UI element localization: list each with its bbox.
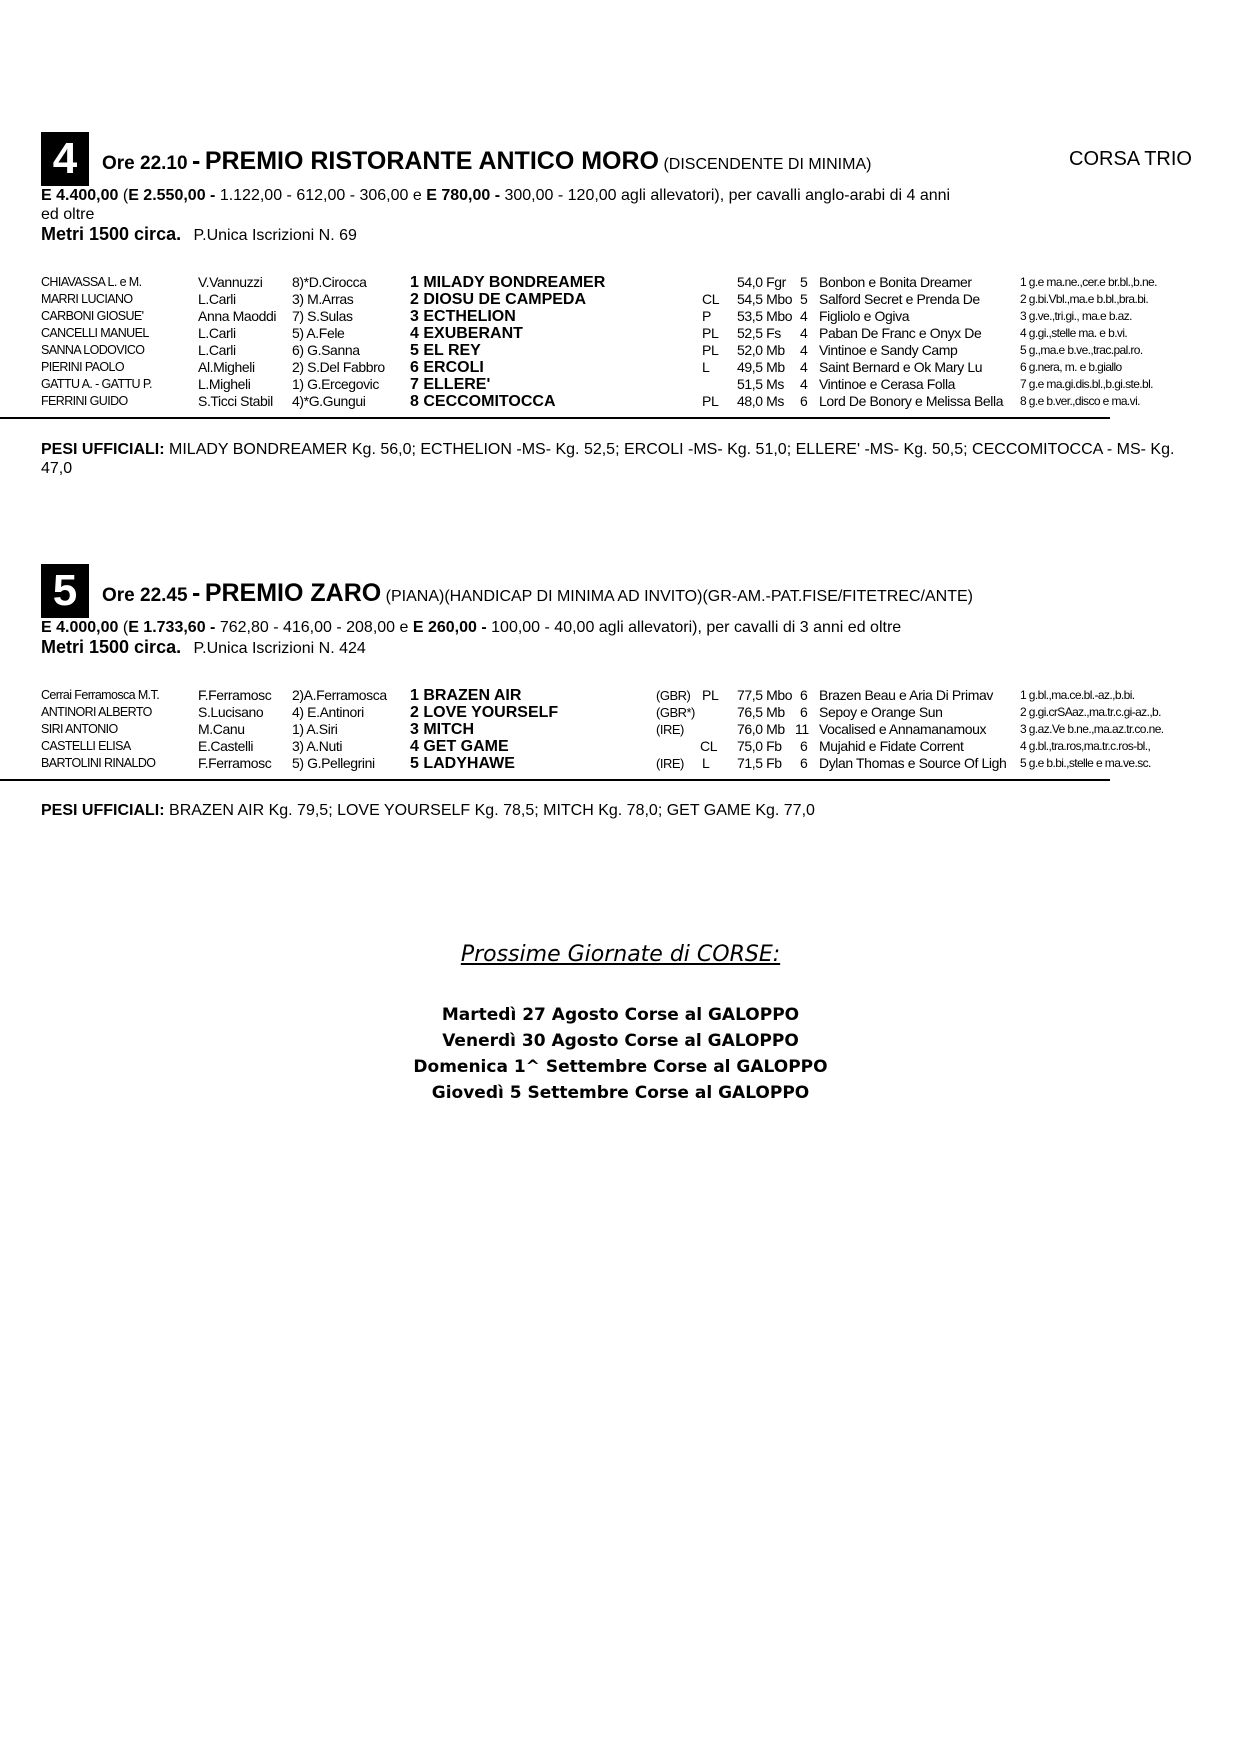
silks: 5 g.,ma.e b.ve.,trac.pal.ro. <box>1020 343 1143 357</box>
horse-name: 3 MITCH <box>410 721 474 738</box>
jockey: 4) E.Antinori <box>292 704 364 720</box>
obbligo: PL <box>702 687 719 703</box>
horse-name: 3 ECTHELION <box>410 308 516 325</box>
origin: (IRE) <box>656 756 684 771</box>
pedigree: Saint Bernard e Ok Mary Lu <box>819 359 983 375</box>
obbligo: PL <box>702 393 719 409</box>
age: 4 <box>800 308 808 324</box>
owner: BARTOLINI RINALDO <box>41 756 156 770</box>
pedigree: Brazen Beau e Aria Di Primav <box>819 687 993 703</box>
official-weights <box>41 801 1201 820</box>
prize-owners: E 2.550,00 - <box>128 187 216 204</box>
distance: Metri 1500 circa. <box>41 637 182 657</box>
weight: 52,5 Fs <box>737 325 781 341</box>
race-title: PREMIO RISTORANTE ANTICO MORO <box>204 147 659 175</box>
list-item: Martedì 27 Agosto Corse al GALOPPO <box>441 1005 800 1025</box>
age: 4 <box>800 359 808 375</box>
pedigree: Vintinoe e Sandy Camp <box>819 342 958 358</box>
prize-split: 762,80 - 416,00 - 208,00 e <box>219 619 409 636</box>
silks: 8 g.e b.ver.,disco e ma.vi. <box>1020 394 1140 408</box>
origin: (IRE) <box>656 722 684 737</box>
race-number-badge: 4 <box>41 132 89 186</box>
owner: CHIAVASSA L. e M. <box>41 275 142 289</box>
prize-paren: ( <box>122 619 129 636</box>
jockey: 1) G.Ercegovic <box>292 376 379 392</box>
pedigree: Dylan Thomas e Source Of Ligh <box>819 755 1007 771</box>
weight: 71,5 Fb <box>737 755 782 771</box>
official-weights-text: BRAZEN AIR Kg. 79,5; LOVE YOURSELF Kg. 78,5; MITCH Kg. 78,0; GET GAME Kg. 77,0 <box>169 802 815 819</box>
prize-line <box>41 186 950 205</box>
silks: 4 g.gi.,stelle ma. e b.vi. <box>1020 326 1128 340</box>
official-weights-label: PESI UFFICIALI: <box>41 802 165 819</box>
age: 5 <box>800 291 808 307</box>
obbligo: L <box>702 359 710 375</box>
jockey: 5) A.Fele <box>292 325 345 341</box>
pedigree: Paban De Franc e Onyx De <box>819 325 982 341</box>
silks: 4 g.bl.,tra.ros,ma.tr.c.ros-bl., <box>1020 739 1151 753</box>
age: 4 <box>800 376 808 392</box>
race-subtitle: (DISCENDENTE DI MINIMA) <box>663 156 872 173</box>
obbligo: PL <box>702 342 719 358</box>
prize-owners: E 1.733,60 - <box>128 619 216 636</box>
pedigree: Lord De Bonory e Melissa Bella <box>819 393 1004 409</box>
prize-breeders: E 260,00 - <box>412 619 487 636</box>
race-header <box>102 579 973 608</box>
weight: 54,5 Mbo <box>737 291 793 307</box>
official-weights-label: PESI UFFICIALI: <box>41 441 165 458</box>
jockey: 3) A.Nuti <box>292 738 343 754</box>
owner: Cerrai Ferramosca M.T. <box>41 688 160 702</box>
owner: SANNA LODOVICO <box>41 343 145 357</box>
weight: 48,0 Ms <box>737 393 784 409</box>
pedigree: Salford Secret e Prenda De <box>819 291 980 307</box>
prize-breeders-split: 100,00 - 40,00 agli allevatori), per cavalli di 3 anni ed oltre <box>491 619 902 636</box>
silks: 1 g.bl.,ma.ce.bl.-az.,b.bi. <box>1020 688 1135 702</box>
section-divider <box>0 417 1110 419</box>
pedigree: Bonbon e Bonita Dreamer <box>819 274 972 290</box>
trainer: V.Vannuzzi <box>198 274 263 290</box>
horse-name: 1 BRAZEN AIR <box>410 687 522 704</box>
upcoming-days-list <box>0 1002 1241 1106</box>
entries-count: P.Unica Iscrizioni N. 424 <box>193 640 366 657</box>
weight: 51,5 Ms <box>737 376 784 392</box>
owner: GATTU A. - GATTU P. <box>41 377 152 391</box>
weight: 75,0 Fb <box>737 738 782 754</box>
race-header <box>102 147 871 176</box>
jockey: 2)A.Ferramosca <box>292 687 387 703</box>
age: 6 <box>800 704 808 720</box>
race-time: Ore 22.45 <box>102 585 188 606</box>
pedigree: Figliolo e Ogiva <box>819 308 910 324</box>
trainer: E.Castelli <box>198 738 254 754</box>
owner: MARRI LUCIANO <box>41 292 133 306</box>
prize-breeders: E 780,00 - <box>426 187 501 204</box>
owner: SIRI ANTONIO <box>41 722 118 736</box>
distance-line <box>41 224 357 245</box>
corsa-type-label: CORSA TRIO <box>1069 148 1192 170</box>
trainer: L.Migheli <box>198 376 251 392</box>
obbligo: CL <box>700 738 718 754</box>
entries-count: P.Unica Iscrizioni N. 69 <box>193 227 357 244</box>
distance: Metri 1500 circa. <box>41 224 182 244</box>
prize-line <box>41 618 901 637</box>
obbligo: PL <box>702 325 719 341</box>
silks: 3 g.az.Ve b.ne.,ma.az.tr.co.ne. <box>1020 722 1164 736</box>
official-weights-text: MILADY BONDREAMER Kg. 56,0; ECTHELION -MS- Kg. 52,5; ERCOLI -MS- Kg. 51,0; ELLERE' -MS- Kg. 50,5; CECCOMITOCCA - MS- Kg. 47,0 <box>41 441 1175 477</box>
obbligo: P <box>702 308 711 324</box>
age: 4 <box>800 342 808 358</box>
age: 6 <box>800 687 808 703</box>
race-time: Ore 22.10 <box>102 153 188 174</box>
horse-name: 8 CECCOMITOCCA <box>410 393 556 410</box>
weight: 54,0 Fgr <box>737 274 786 290</box>
trainer: L.Carli <box>198 291 236 307</box>
owner: CASTELLI ELISA <box>41 739 131 753</box>
upcoming-days-title: Prossime Giornate di CORSE: <box>460 942 781 967</box>
trainer: S.Lucisano <box>198 704 264 720</box>
trainer: S.Ticci Stabil <box>198 393 273 409</box>
owner: CARBONI GIOSUE' <box>41 309 144 323</box>
age: 5 <box>800 274 808 290</box>
silks: 5 g.e b.bi.,stelle e ma.ve.sc. <box>1020 756 1151 770</box>
horse-name: 6 ERCOLI <box>410 359 484 376</box>
jockey: 6) G.Sanna <box>292 342 360 358</box>
age: 11 <box>795 721 809 737</box>
obbligo: CL <box>702 291 720 307</box>
silks: 2 g.bi.Vbl.,ma.e b.bl.,bra.bi. <box>1020 292 1149 306</box>
jockey: 5) G.Pellegrini <box>292 755 375 771</box>
race-number-badge: 5 <box>41 564 89 618</box>
race-separator: - <box>192 147 201 175</box>
prize-paren: ( <box>122 187 129 204</box>
trainer: Anna Maoddi <box>198 308 277 324</box>
trainer: Al.Migheli <box>198 359 255 375</box>
horse-name: 4 GET GAME <box>410 738 509 755</box>
weight: 53,5 Mbo <box>737 308 793 324</box>
prize-total: E 4.000,00 <box>41 619 119 636</box>
trainer: L.Carli <box>198 342 236 358</box>
pedigree: Vocalised e Annamanamoux <box>819 721 987 737</box>
jockey: 7) S.Sulas <box>292 308 353 324</box>
jockey: 2) S.Del Fabbro <box>292 359 385 375</box>
prize-split: 1.122,00 - 612,00 - 306,00 e <box>219 187 422 204</box>
silks: 1 g.e ma.ne.,cer.e br.bl.,b.ne. <box>1020 275 1157 289</box>
jockey: 8)*D.Cirocca <box>292 274 367 290</box>
trainer: F.Ferramosc <box>198 755 272 771</box>
silks: 7 g.e ma.gi.dis.bl.,b.gi.ste.bl. <box>1020 377 1153 391</box>
horse-name: 4 EXUBERANT <box>410 325 523 342</box>
jockey: 1) A.Siri <box>292 721 338 737</box>
age: 6 <box>800 755 808 771</box>
list-item: Domenica 1^ Settembre Corse al GALOPPO <box>413 1057 828 1077</box>
weight: 52,0 Mb <box>737 342 785 358</box>
silks: 3 g.ve.,tri.gi., ma.e b.az. <box>1020 309 1132 323</box>
jockey: 3) M.Arras <box>292 291 354 307</box>
owner: PIERINI PAOLO <box>41 360 124 374</box>
age: 4 <box>800 325 808 341</box>
horse-name: 5 EL REY <box>410 342 481 359</box>
prize-line-continued: ed oltre <box>41 206 95 223</box>
distance-line <box>41 637 366 658</box>
weight: 76,5 Mb <box>737 704 785 720</box>
weight: 77,5 Mbo <box>737 687 793 703</box>
list-item: Giovedì 5 Settembre Corse al GALOPPO <box>431 1083 810 1103</box>
origin: (GBR) <box>656 688 691 703</box>
trainer: M.Canu <box>198 721 245 737</box>
silks: 2 g.gi.crSAaz.,ma.tr.c.gi-az.,b. <box>1020 705 1161 719</box>
silks: 6 g.nera, m. e b.giallo <box>1020 360 1122 374</box>
trainer: F.Ferramosc <box>198 687 272 703</box>
weight: 76,0 Mb <box>737 721 785 737</box>
race-separator: - <box>192 579 201 607</box>
horse-name: 2 DIOSU DE CAMPEDA <box>410 291 587 308</box>
weight: 49,5 Mb <box>737 359 785 375</box>
owner: CANCELLI MANUEL <box>41 326 149 340</box>
race-subtitle: (PIANA)(HANDICAP DI MINIMA AD INVITO)(GR-AM.-PAT.FISE/FITETREC/ANTE) <box>385 588 973 605</box>
horse-name: 2 LOVE YOURSELF <box>410 704 559 721</box>
pedigree: Mujahid e Fidate Corrent <box>819 738 964 754</box>
horse-name: 7 ELLERE' <box>410 376 491 393</box>
age: 6 <box>800 738 808 754</box>
prize-total: E 4.400,00 <box>41 187 119 204</box>
trainer: L.Carli <box>198 325 236 341</box>
prize-breeders-split: 300,00 - 120,00 agli allevatori), per cavalli anglo-arabi di 4 anni <box>504 187 951 204</box>
section-divider <box>0 779 1110 781</box>
horse-name: 1 MILADY BONDREAMER <box>410 274 606 291</box>
age: 6 <box>800 393 808 409</box>
obbligo: L <box>702 755 710 771</box>
owner: ANTINORI ALBERTO <box>41 705 152 719</box>
pedigree: Vintinoe e Cerasa Folla <box>819 376 956 392</box>
official-weights <box>41 440 1201 478</box>
pedigree: Sepoy e Orange Sun <box>819 704 943 720</box>
list-item: Venerdì 30 Agosto Corse al GALOPPO <box>442 1031 799 1051</box>
jockey: 4)*G.Gungui <box>292 393 366 409</box>
race-title: PREMIO ZARO <box>204 579 382 607</box>
origin: (GBR*) <box>656 705 695 720</box>
horse-name: 5 LADYHAWE <box>410 755 515 772</box>
owner: FERRINI GUIDO <box>41 394 128 408</box>
